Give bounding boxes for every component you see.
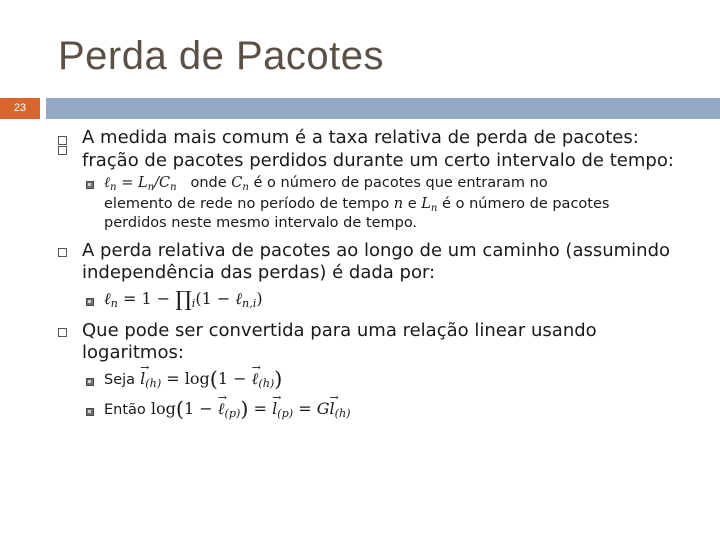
bullet-3-line-2: logaritmos: [82, 342, 184, 363]
sub-bullet-icon [86, 408, 94, 416]
slide-number: 23 [13, 102, 27, 114]
bullet-square-icon [58, 248, 67, 257]
bullet-1-sub-line-1 [104, 175, 548, 192]
path-loss-formula: ℓ$_n$ = $1 - \prod_i(1$ − ℓ$_{n,i}$) [104, 287, 263, 311]
sub-bullet-icon [86, 378, 94, 386]
bullet-square-icon [58, 136, 67, 145]
sub-bullet-icon [86, 298, 94, 306]
bullet-1-line-1: A medida mais comum é a taxa relativa de perda de pacotes: [82, 127, 639, 148]
bullet-3-line-1: Que pode ser convertida para uma relação linear usando [82, 320, 597, 341]
bullet-1-line-2: fração de pacotes perdidos durante um certo intervalo de tempo: [82, 150, 674, 171]
slide-title: Perda de Pacotes [58, 34, 384, 78]
bullet-square-icon [58, 328, 67, 337]
bullet-1-sub-line-2: elemento de rede no período de tempo n e $L_n$ é o número de pacotes [104, 196, 610, 214]
bullet-square-icon [58, 146, 67, 155]
bullet-1-sub-text-1: onde $C_n$ é o número de pacotes que entraram no [190, 175, 548, 193]
seja-label: Seja [104, 372, 136, 388]
title-bar [46, 98, 720, 119]
log-definition: Seja → $l_{(h)} = \log(1$ − → ℓ$_{(h)}$) [104, 370, 282, 389]
loss-rate-formula: ℓ$_n$ = $L_n/C_n$ [104, 175, 177, 193]
sub-bullet-icon [86, 181, 94, 189]
entao-label: Então [104, 402, 146, 418]
bullet-2-line-2: independência das perdas) é dada por: [82, 262, 436, 283]
bullet-1-sub-line-3: perdidos neste mesmo intervalo de tempo. [104, 215, 418, 231]
bullet-2-line-1: A perda relativa de pacotes ao longo de um caminho (assumindo [82, 240, 671, 261]
linear-relation: Então log(1 − → ℓ$_{(p)}$) = → $l_{(p)} = G\to l_{(h)}$ [104, 400, 351, 419]
